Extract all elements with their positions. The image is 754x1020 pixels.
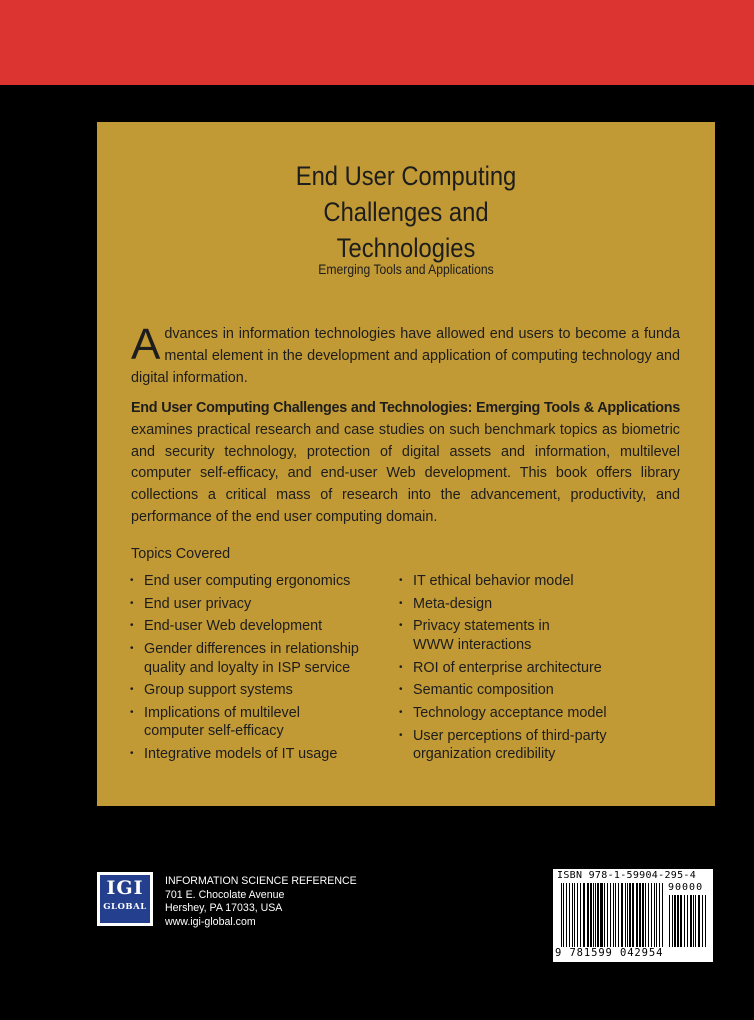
barcode-bar [577,883,578,947]
barcode-bar [659,883,661,947]
publisher-city: Hershey, PA 17033, USA [165,902,283,915]
topic-item: • Implications of multilevel computer self-efficacy [130,704,390,741]
barcode-bar [698,895,700,947]
book-subtitle: Emerging Tools and Applications [318,262,494,277]
topic-item: • User perceptions of third-party organization credibility [399,727,659,764]
barcode-bar [583,883,585,947]
topics-list-left [130,572,390,768]
barcode-bar [625,883,626,947]
barcode-bar [597,883,599,947]
barcode-bar [648,883,649,947]
topic-item: • Group support systems [130,681,390,700]
barcode-bar [593,883,594,947]
igi-global-logo [97,872,153,926]
barcode-bar [610,883,611,947]
description-paragraph [131,398,680,529]
publisher-info [165,875,357,929]
barcode-bar [561,883,562,947]
barcode-bar [680,895,682,947]
barcode-bar [574,883,576,947]
barcode-bar [662,883,663,947]
barcode-bar [672,895,673,947]
barcode-bar [607,883,608,947]
intro-paragraph [131,320,680,389]
barcode-bar [695,895,696,947]
topic-item: • ROI of enterprise architecture [399,659,659,678]
barcode-bar [669,895,670,947]
barcode [553,869,713,962]
barcode-bar [678,895,679,947]
barcode-bar [693,895,694,947]
publisher-website: www.igi-global.com [165,915,256,928]
title-line: Technologies [336,233,476,263]
barcode-bar [569,883,570,947]
logo-text-igi: IGI [106,877,144,899]
isbn-label: ISBN 978-1-59904-295-4 [557,870,697,881]
barcode-bar [636,883,638,947]
barcode-bar [645,883,646,947]
book-title [134,158,678,266]
intro-text: dvances in information technologies have allowed end users to become a funda mental element in the development and application of computing technology and digital information. [131,326,680,386]
barcode-bar [629,883,631,947]
topic-item: • End user computing ergonomics [130,572,390,591]
title-line: Challenges and [323,197,489,227]
barcode-bar [684,895,685,947]
barcode-bar [601,883,602,947]
barcode-bar [627,883,628,947]
topic-item: • IT ethical behavior model [399,572,659,591]
title-line: End User Computing [295,161,517,191]
topic-item: • End user privacy [130,595,390,614]
barcode-bar [651,883,653,947]
barcode-bar [642,883,644,947]
back-cover-panel [97,122,715,806]
topics-heading: Topics Covered [131,546,231,562]
barcode-bar [640,883,641,947]
barcode-bar [600,883,601,947]
barcode-addon-bars [669,895,707,947]
barcode-bar [677,895,678,947]
ean-number: 9 781599 042954 [555,947,664,959]
barcode-bar [656,883,657,947]
publisher-name: INFORMATION SCIENCE REFERENCE [165,875,357,887]
barcode-bar [587,883,588,947]
drop-cap: A [131,320,161,369]
barcode-bar [590,883,592,947]
barcode-bar [604,883,606,947]
barcode-bar [654,883,655,947]
price-code: 90000 [668,882,704,893]
barcode-bar [588,883,589,947]
topic-item: • Privacy statements in WWW interactions [399,617,659,654]
barcode-bar [613,883,615,947]
topics-list-right [399,572,659,768]
topic-item: • End-user Web development [130,617,390,636]
logo-text-global: GLOBAL [103,902,147,912]
logo-badge [100,875,150,923]
barcode-bars [561,883,665,947]
topic-item: • Semantic composition [399,681,659,700]
barcode-bar [615,883,616,947]
description-book-title: End User Computing Challenges and Technologies: Emerging Tools & Applications [131,400,680,416]
barcode-bar [563,883,564,947]
publisher-street: 701 E. Chocolate Avenue [165,888,285,901]
barcode-bar [618,883,619,947]
barcode-bar [674,895,676,947]
barcode-bar [687,895,688,947]
topic-item: • Technology acceptance model [399,704,659,723]
barcode-bar [702,895,703,947]
topic-item: • Meta-design [399,595,659,614]
barcode-bar [595,883,596,947]
barcode-bar [580,883,581,947]
barcode-bar [632,883,633,947]
description-text: examines practical research and case studies on such benchmark topics as biometric and security technology, protection of digital assets and information, multilevel computer self-efficacy, and end-user Web development. This book offers library collections a critical mass of research into the advancement, productivity, and performance of the end user computing domain. [131,421,680,525]
barcode-bar [690,895,692,947]
barcode-bar [566,883,568,947]
barcode-bar [705,895,706,947]
topic-item: • Integrative models of IT usage [130,745,390,764]
top-color-band [0,0,754,85]
topic-item: • Gender differences in relationship quality and loyalty in ISP service [130,640,390,677]
barcode-bar [621,883,623,947]
barcode-bar [633,883,634,947]
barcode-bar [639,883,640,947]
barcode-bar [572,883,573,947]
